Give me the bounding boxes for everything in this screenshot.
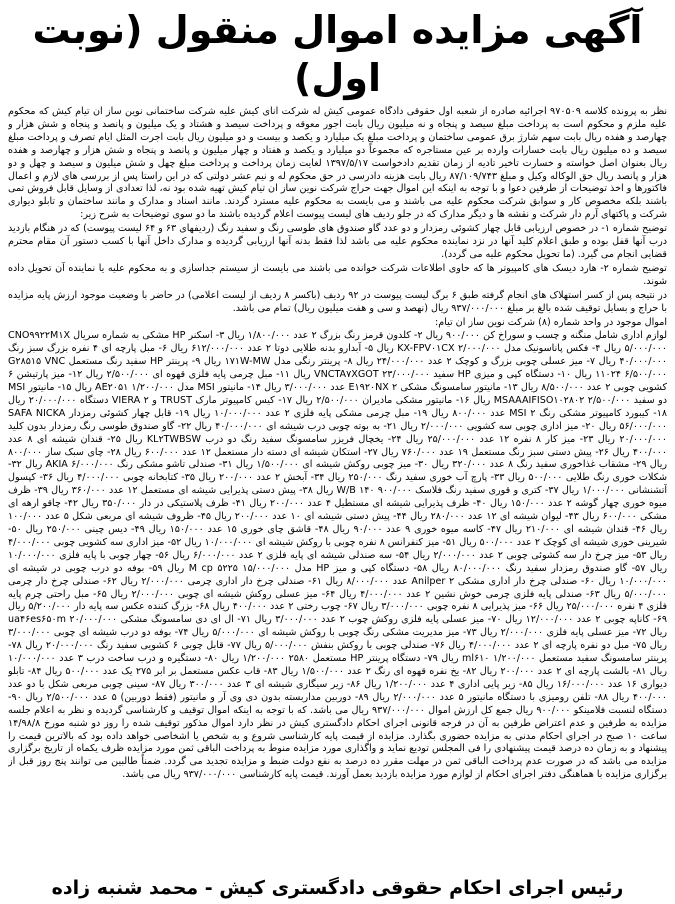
notice-paragraph-valuation: در نتیجه پس از کسر استهلاک های انجام گرفته طبق ۶ برگ لیست پیوست در ۹۲ ردیف (باکسر ۸ ردیف از لیست اعلامی) در حاضر با وضعیت موجود ارزش پایه مزایده با حراج و بسایل توقیف شده بالغ بر مبلغ ۹۳۷/۰۰۰/۰۰۰ ریال (نهصد و سی و هفت میلیون ریال) تمام می باشد. <box>8 289 667 314</box>
notice-body <box>8 106 667 874</box>
notice-paragraph-items-heading: اموال موجود در واحد شماره (۸) شرکت نوین ساز ان تیام: <box>434 316 667 328</box>
notice-paragraph-note-1: توضیح شماره ۱- در خصوص ارزیابی قابل چهار کشوئی رمزدار و دو عدد گاو صندوق های طوسی رنگ و سفید رنگ (ردیفهای ۶۳ و ۶۴ لیست پیوست) که در هنگام بازدید درب آنها قفل بوده و طبق اعلام کلید آنها در نزد نماینده محکوم علیه می باشد لذا فقط بدنه آنها ارزیابی گردیده و مدارک داخل آنها با کسب دستور آن مقام محترم قضایی انجام می گیرد. (ما تحویل محکوم علیه می گردد). <box>8 223 667 260</box>
notice-paragraph-intro: نظر به پرونده کلاسه ۹۷۰۵۰۹ اجرائیه صادره از شعبه اول حقوقی دادگاه عمومی کیش له شرکت آنای کیش علیه شرکت ساختمانی نوین ساز ان تیام کیش که محکوم علیه ملزم و محکوم است به پرداخت مبلغ سیصد و پنجاه و نه میلیون ریال بابت اجور معوقه و پرداخت سیصد و هشتاد و یک میلیون و پانصد و پنجاه و شش هزار و چهارصد و هفده ریال بابت سهم شارژ برق عمومی ساختمان و پرداخت مبلغ یک میلیارد و یکصد و بیست و دو میلیون ریال بابت اجرت المثل ایام تصرف و پرداخت مبلغ سیصد و ده میلیون ریال بابت خسارات وارده بر عین مستاجره که مجموعاً دو میلیارد و یکصد و هفتاد و چهار میلیون و پانصد و پنجاه و شش هزار و چهارصد و هفده ریال بعنوان اصل خواسته و خسارت تاخیر تادیه از زمان تقدیم دادخواست ۱۳۹۷/۵/۱۷ لغایت زمان پرداخت و پرداخت مبلغ چهل و شش میلیون و سیصد و چهل و دو هزار و پانصد ریال حق الوکاله وکیل و مبلغ ۸۷/۱۰۹/۷۴۳ ریال بابت هزینه دادرسی در حق محکوم له و نیم عشر دولتی که در این راستا پس از بررسی های لازم و اعمال فاکتورها و اخذ توضیحات از طرفین دعوا و با توجه به اینکه این اموال جهت حراج شرکت نوین ساز ان تیام کیش تهیه شده بود نه، لذا تعدادی از وسایل قابل فروش تمی باشند بلکه مخصوص کار و سوابق شرکت محکوم علیه می باشند و می بایست به محکوم علیه مسترد گردند. مانند اسناد و مدارک و مانند ساختمان و تابلو دیواری شرکت و پاکتهای آرم دار شرکت و نقشه ها و دیگر مدارک که در جلو ردیف های لیست پیوست اعلام گردیده باشند ما دو سوی توضیحات به شرح زیر: <box>8 106 667 221</box>
notice-paragraph-items: لوازم اداری شامل منگنه و چسب و سوراخ کن ۹۰۰/۰۰۰ ریال ۲- کلدون قرمز رنگ بزرگ ۲ عدد ۱/۸۰۰/۰۰۰ ریال ۳- اسکنر HP مشکی به شماره سریال CNO۹۹۲۲M۱X ۵/۰۰۰/۰۰۰ ریال ۴- فکس پاناسونیک مدل KX-FPV۰۱CX ۲/۰۰۰/۰۰۰ ریال ۵- آبدارو بدنه طلایی دوتا ۲ عدد ۶۱۲/۰۰۰/۰۰۰ ریال ۶- مبل پارچه ای ۴ نفره بزرگ سبز رنگ ۴۰/۰۰۰/۰۰۰ ریال ۷- میز عسلی چوبی بزرگ و کوچک ۲ عدد ۲۴/۰۰۰/۰۰۰ ریال ۸- پرینتر رنگی مدل ۱۷۱W-MW ریال ۹- پرینتر HP سفید رنگ مستعمل G۲۸۵۱۵ VNC ۱۱۰۲۴ ۶/۵۰۰/۰۰۰ ریال ۱۰- دستگاه کپی و میزی HP سفید VNCTA۷XGOT ۲۳/۰۰۰/۰۰۰ ریال ۱۱- مبل چرمی پایه فلزی قهوه ای ۲/۵۰۰/۰۰۰ ریال ۱۲- میز پارتیشن ۶ کشویی چوبی ۲ عدد ۸/۵۰۰/۰۰۰ ریال ۱۳- مانیتور سامسونگ مشکی E۱۹۲۰NX ۲ عدد ۳/۰۰۰/۰۰۰ ریال ۱۴- مانیتور MSI مدل AE۲۰۵۱ ۱/۲۰۰/۰۰۰ ریال ۱۵- مانیتور MSI دو سفید MSAAAIFISO۱۰۲۸۰۲ ۲/۵۰۰/۰۰۰ ریال ۱۶- مانیتور مشکی مادیران ۲/۵۰۰/۰۰۰ ریال ۱۷- کیس کامپیوتر مارک TRUST و VIERA ۲ دستگاه ۲۰/۰۰۰/۰۰۰ ریال ۱۸- کیبورد کامپیوتر مشکی رنگ MSI ۲ عدد ۸۰۰/۰۰۰ ریال ۱۹- مبل چرمی مشکی پایه فلزی ۲ عدد ۱۰/۰۰۰/۰۰۰ ریال ۱۹- قابل چهار کشوئی رمزدار SAFA NICKA ۵۶/۰۰۰/۰۰۰ ریال ۲۰- میز اداری چوبی سه کشویی ۲/۰۰۰/۰۰۰ ریال ۲۱- به بوته چوبی درب شیشه ای ۴۰/۰۰۰/۰۰۰ ریال ۲۲- گاو صندوق طوسی رنگ رمزدار بدون کلید ۲۰/۰۰۰/۰۰۰ ریال ۲۳- میز کار ۸ نفره ۱۲ عدد ۲۵/۰۰۰/۰۰۰ ریال ۲۴- یخچال فریزر سامسونگ سفید رنگ دو درب KL۲TWBSW ریال ۲۵- قندان شیشه ای ۸ عدد ۴۰۰/۰۰۰ ریال ۲۶- پیش دستی سبز رنگ مستعمل ۱۹ عدد ۷۶۰/۰۰۰ ریال ۲۷- استکان شیشه ای دسته دار مستعمل ۱۲ عدد ۶۰۰/۰۰۰ ریال ۲۸- چای سبک ساز ۸۰۰/۰۰۰ ریال ۲۹- مشقاب غذاخوری سفید رنگ ۸ عدد ۳۲۰/۰۰۰ ریال ۳۰- میز چوبی روکش شیشه ای ۱/۵۰۰/۰۰۰ ریال ۳۱- صندلی تاشو مشکی رنگ AKIA ۶/۰۰۰/۰۰۰ ریال ۳۲- شکلات خوری رنگ طلایی ۵۰۰/۰۰۰ ریال ۳۳- پارچ آب خوری سفید رنگ ۲۵۰/۰۰۰ ریال ۳۴- آبخش ۲ عدد ۲۰۰/۰۰۰ ریال ۳۵- کتابخانه چوبی ۴/۰۰۰/۰۰۰ ریال ۳۶- کپسول آتشنشانی ۱/۰۰۰/۰۰۰ ریال ۳۷- کتری و قوری سفید رنگ فلاسک W/B ۱۴۰ ۹۰۰/۰۰۰ ریال ۳۸- پیش دستی پذیرایی شیشه ای مستعمل ۱۲ عدد ۳۶۰/۰۰۰ ریال ۳۹- ظرف میوه خوری چهار گوشه ۲ عدد ۱۵۰/۰۰۰ ریال ۴۰- ظرف پذیرایی شیشه ای مستطیل ۴ عدد ۲۰۰/۰۰۰ ریال ۴۱- ظرف پلاستیکی در دار ۳۵۰/۰۰۰ ریال ۴۲- چاقو ارهه ای مشکی ۶۰۰/۰۰۰ ریال ۴۳- لیوان شیشه ای ۱۲ عدد ۲۸۰/۰۰۰ ریال ۴۴- پیش دستی شیشه ای ۱۰ عدد ۲۰۰/۰۰۰ ریال ۴۵- ظروف شیشه ای مربعی شکل ۵ عدد ۱۰۰/۰۰۰ ریال ۴۶- قندان شیشه ای ۲۱۰/۰۰۰ ریال ۴۷- کاسه میوه خوری ۹ عدد ۹۰/۰۰۰ ریال ۴۸- قاشق چای خوری ۱۵ عدد ۱۵۰/۰۰۰ ریال ۴۹- دیس چینی ۲۵۰/۰۰۰ ریال ۵۰- شیرینی خوری شیشه ای کوچک ۲ عدد ۵۰۰/۰۰۰ ریال ۵۱- میز کنفرانس ۸ نفره چوبی با روکش شیشه ای ۱۰/۰۰۰/۰۰۰ ریال ۵۲- میز اداری سه کشویی چوبی ۴/۰۰۰/۰۰۰ ریال ۵۳- میز چرخ دار سه کشوئی چوبی ۲ عدد ۲/۰۰۰/۰۰۰ ریال ۵۴- سه صندلی شیشه ای پایه فلزی ۲ عدد ۶/۰۰۰/۰۰۰ ریال ۵۶- چهار چوبی با پایه فلزی ۱۰/۰۰۰/۰۰۰ ریال ۵۷- گاو صندوق رمزدار سفید رنگ ۸۰/۰۰۰/۰۰۰ ریال ۵۸- دستگاه کپی و میز HP مدل M cp ۵۲۲۵ ۱۵/۰۰۰/۰۰۰ ریال ۵۹- بوفه دو درب چوبی در شیشه ای ۱۰/۰۰۰/۰۰۰ ریال ۶۰- صندلی چرخ دار اداری مشکی Anilper ۲ عدد ۸/۰۰۰/۰۰۰ ریال ۶۱- صندلی چرخ دار اداری چرمی ۲/۰۰۰/۰۰۰ ریال ۶۲- صندلی چرخ دار چرمی ۵/۰۰۰/۰۰۰ ریال ۶۳- صندلی پایه فلزی چرمی خوش نشین ۲ عدد ۴/۰۰۰/۰۰۰ ریال ۶۴- میز عسلی روکش شیشه ای چوبی ۲/۰۰۰/۰۰۰ ریال ۶۵- مبل راحتی چرم پایه فلزی ۴ نفره ۲۵/۰۰۰/۰۰۰ ریال ۶۶- میز پذیرایی ۸ نفره چوبی ۳/۰۰۰/۰۰۰ ریال ۶۷- چوب رختی ۲ عدد ۴۰۰/۰۰۰ ریال ۶۸- بزرگ کننده عکس سه پایه دار ۵/۲۰۰/۰۰۰ ریال ۶۹- کاناپه چوبی ۲ عدد ۱۲/۰۰۰/۰۰۰ ریال ۷۰- میز عسلی پایه فلزی روکش چوب ۲ عدد ۳/۰۰۰/۰۰۰ ریال ۷۱- ال ای دی سامسونگ مشکی ua۴۶es۶۵۰m ۲۰/۰۰۰/۰۰۰ ریال ۷۲- میز عسلی پایه فلزی ۲/۰۰۰/۰۰۰ ریال ۷۳- میز مدیریت مشکی رنگ چوبی با روکش شیشه ای ۵/۰۰۰/۰۰۰ ریال ۷۴- بوفه دو درب شیشه ای چوبی ۳/۰۰۰/۰۰۰ ریال ۷۵- مبل دو نفره پارچه ای ۲ عدد ۴/۰۰۰/۰۰۰ ریال ۷۶- صندلی چوبی با روکش بنفش ۵/۰۰۰/۰۰۰ ریال ۷۷- قابل چوبی ۶ کشویی سفید رنگ ۲۰/۰۰۰/۰۰۰ ریال ۷۸- پرینتر سامسونگ سفید مستعمل ml۶۱۰ ۱/۲۰۰/۰۰۰ ریال ۷۹- دستگاه پرینتر HP مستعمل ۲۵۸۰ ۱/۲۰۰/۰۰۰ ریال ۸۰- دستگیره و درب ساخت درب ۳ عدد ۱۰/۰۰۰/۰۰۰ ریال ۸۱- بالشت پارچه ای ۲ عدد ۲۰۰/۰۰۰ ریال ۸۲- یخ نفره قهوه ای رنگ ۲ عدد ۱/۵۰۰/۰۰۰ ریال ۸۳- قاب عکس مستعمل بر ابر ۲۷۵ یک عدد ۵۰۰/۰۰۰ ریال ۸۴- تابلو دیواری ۱۶ عدد ۱۶/۰۰۰/۰۰۰ ریال ۸۵- زیر پایی اداری ۴ عدد ۱/۲۰۰/۰۰۰ ریال ۸۶- زیر سیگاری شیشه ای ۳ عدد ۳۰۰/۰۰۰ ریال ۸۷- سینی چوبی مربعی شکل با دو عدد ۴۰۰/۰۰۰ ریال ۸۸- تلفن رومیزی با دستگاه مانیتور ۵ عدد ۲/۰۰۰/۰۰۰ ریال ۸۹- دوربین مداربسته بدون دی وی آر و مانیتور (فقط دوربین) ۵ عدد ۲/۵۰۰/۰۰۰ ریال ۹۰- دستگاه لنسبت فلامینکو ۹۰۰/۰۰۰ ریال جمع کل ارزش اموال ۹۳۷/۰۰۰/۰۰۰ ریال می باشد. که با توجه به اینکه اموال توقیف و کارشناسی گردیده و نظر به اعلام جلسه مزایده به طرفین و عدم اعتراض طرفین به آن در فرجه قانونی اجرای احکام دادگستری کیش در نظر دارد اموال مذکور توقیف شده را روز دو شنبه مورخ ۱۴/۹۸/۸ ساعت ۱۰ صبح در اجرای احکام مدنی به مزایده حضوری بگذارد. مزایده از قیمت پایه کارشناسی شروع و به شخص یا اشخاصی خواهد داده بود که بالاترین قیمت را پیشنهاد و به زمان ده درصد قیمت پیشنهادی را فی المجلس تودیع نماید و واگذاری مورد مزایده منوط به پرداخت الباقی ثمن مورد مزایده ظرف یکماه از تاریخ برگزاری مزایده می باشد که در صورت عدم پرداخت الباقی ثمن در مهلت مقرر ده درصد به نفع دولت ضبط و مزایده تجدید می گردد. ضمناً طالبین می توانند پنج روز قبل از برگزاری مزایده با هماهنگی دفتر اجرای احکام از لوازم مورد مزایده بازدید بعمل آورند. قیمت پایه کارشناسی ۹۳۷/۰۰۰/۰۰۰ ریال می باشد. <box>8 330 667 781</box>
notice-signature: رئیس اجرای احکام حقوقی دادگستری کیش - محمد شنبه زاده <box>51 877 624 899</box>
notice-paragraph-note-2: توضیح شماره ۲- هارد دیسک های کامپیوتر ها که حاوی اطلاعات شرکت خوانده می باشند می بایست از سیستم جداسازی و به محکوم علیه یا نماینده آن تحویل داده شوند. <box>8 262 667 287</box>
notice-title: آگهی مزایده اموال منقول (نوبت اول) <box>32 8 643 100</box>
